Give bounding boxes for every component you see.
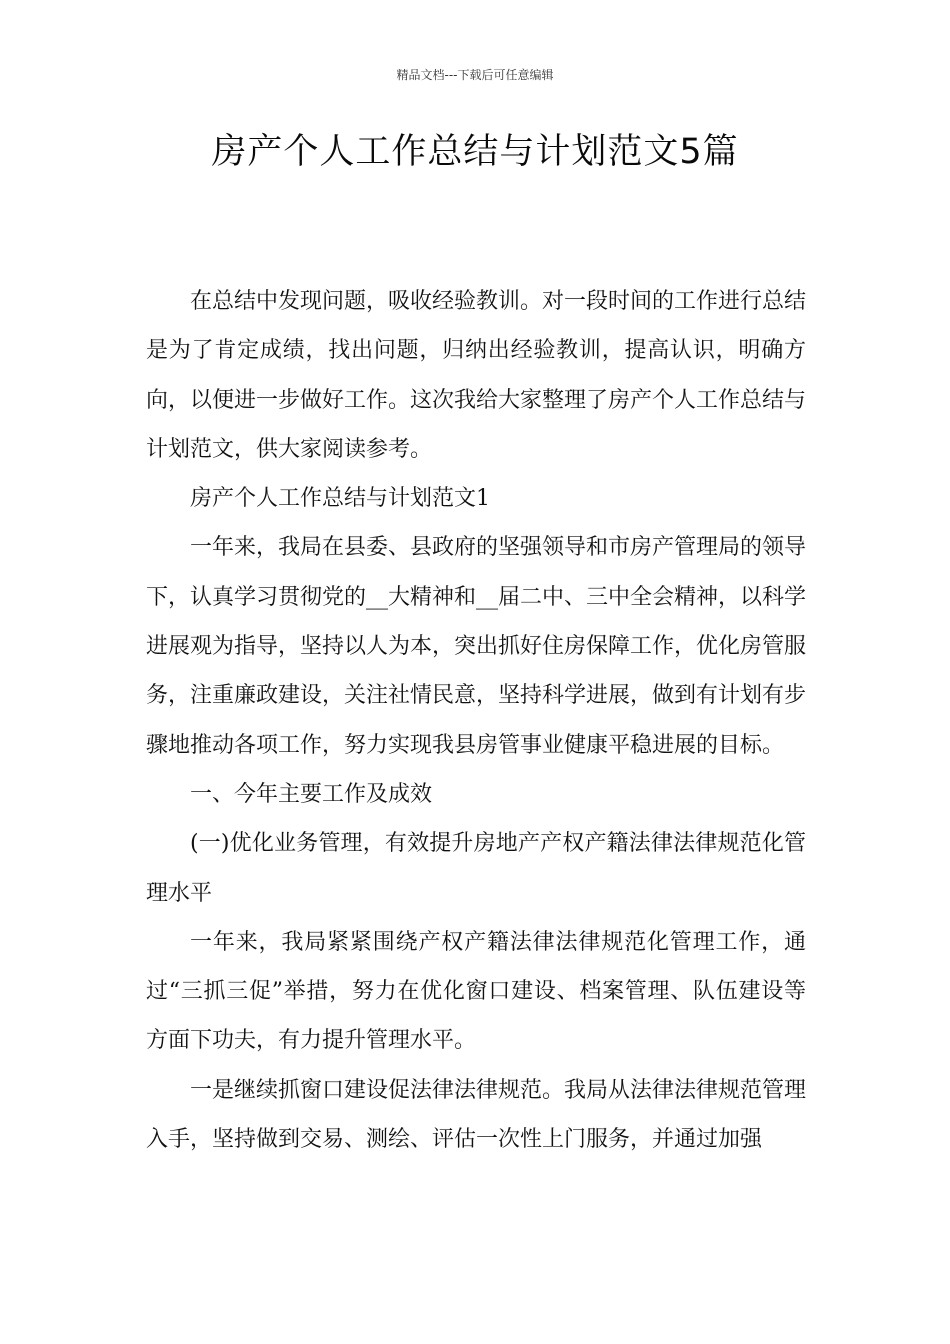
document-body	[146, 277, 806, 1164]
document-title: 房产个人工作总结与计划范文5篇	[211, 132, 739, 172]
body-paragraph: 一年来，我局紧紧围绕产权产籍法律法律规范化管理工作，通过“三抓三促”举措，努力在优化窗口建设、档案管理、队伍建设等方面下功夫，有力提升管理水平。	[146, 929, 806, 1054]
subsection-heading-business-management: (一)优化业务管理，有效提升房地产产权产籍法律法律规范化管理水平	[146, 831, 806, 906]
header-note: 精品文档---下载后可任意编辑	[396, 68, 554, 82]
section-heading-sample-1: 房产个人工作总结与计划范文1	[190, 486, 490, 512]
body-paragraph: 一是继续抓窗口建设促法律法律规范。我局从法律法律规范管理入手，坚持做到交易、测绘、评估一次性上门服务，并通过加强	[146, 1077, 807, 1153]
section-heading-main-work: 一、今年主要工作及成效	[190, 781, 433, 807]
body-paragraph: 一年来，我局在县委、县政府的坚强领导和市房产管理局的领导下，认真学习贯彻党的__大精神和__届二中、三中全会精神，以科学进展观为指导，坚持以人为本，突出抓好住房保障工作，优化房管服务，注重廉政建设，关注社情民意，坚持科学进展，做到有计划有步骤地推动各项工作，努力实现我县房管事业健康平稳进展的目标。	[146, 535, 807, 758]
intro-paragraph: 在总结中发现问题，吸收经验教训。对一段时间的工作进行总结是为了肯定成绩，找出问题，归纳出经验教训，提高认识，明确方向，以便进一步做好工作。这次我给大家整理了房产个人工作总结与计划范文，供大家阅读参考。	[146, 289, 807, 462]
